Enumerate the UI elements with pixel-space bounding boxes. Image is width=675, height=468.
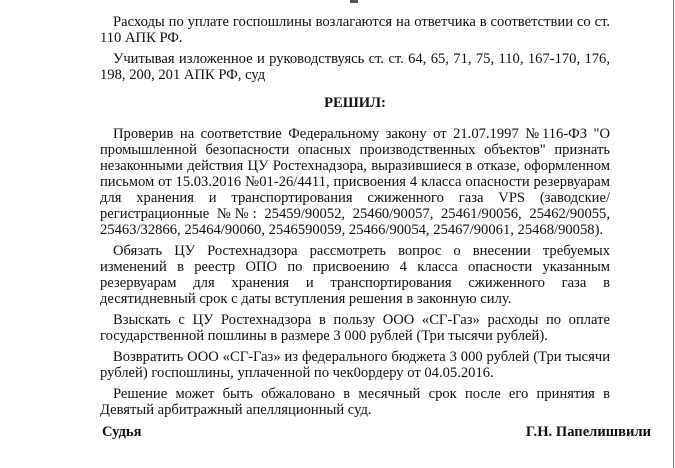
paragraph-costs: Расходы по уплате госпошлины возлагаются на ответчика в соответствии со ст. 110 АПК РФ. [100, 14, 610, 46]
judge-label: Судья [102, 424, 142, 440]
judge-name: Г.Н. Папелишвили [525, 424, 651, 440]
decision-paragraph: Проверив на соответствие Федеральному закону от 21.07.1997 №116-ФЗ "О промышленной безопасности опасных производственных объектов" признать незаконными действия ЦУ Ростехнадзора, выразившиеся в отказе, оформленном письмом от 15.03.2016 №01-26/4411, присвоения 4 класса опасности резервуарам для хранения и транспортирования сжиженного газа VPS (заводские/регистрационные №№: 25459/90052, 25460/90057, 25461/90056, 25462/90055, 25463/32866, 25464/90060, 2546590059, 25466/90054, 25467/90061, 25468/90058). [100, 126, 610, 238]
decision-heading: РЕШИЛ: [324, 95, 386, 111]
decision-section [100, 126, 610, 418]
intro-section [100, 14, 610, 83]
decision-paragraph: Решение может быть обжаловано в месячный срок после его принятия в Девятый арбитражный апелляционный суд. [100, 386, 610, 418]
page-top-mark [350, 0, 358, 3]
decision-paragraph: Возвратить ООО «СГ-Газ» из федерального бюджета 3 000 рублей (Три тысячи рублей) госпошлины, уплаченной по чек0ордеру от 04.05.2016. [100, 349, 610, 381]
decision-paragraph: Взыскать с ЦУ Ростехнадзора в пользу ООО «СГ-Газ» расходы по оплате государственной пошлины в размере 3 000 рублей (Три тысячи рублей). [100, 312, 610, 344]
decision-paragraph: Обязать ЦУ Ростехнадзора рассмотреть вопрос о внесении требуемых изменений в реестр ОПО по присвоению 4 класса опасности указанным резервуарам для хранения и транспортирования сжиженного газа в десятидневный срок с даты вступления решения в законную силу. [100, 243, 610, 307]
paragraph-grounds: Учитывая изложенное и руководствуясь ст. ст. 64, 65, 71, 75, 110, 167-170, 176, 198, 200, 201 АПК РФ, суд [100, 51, 610, 83]
